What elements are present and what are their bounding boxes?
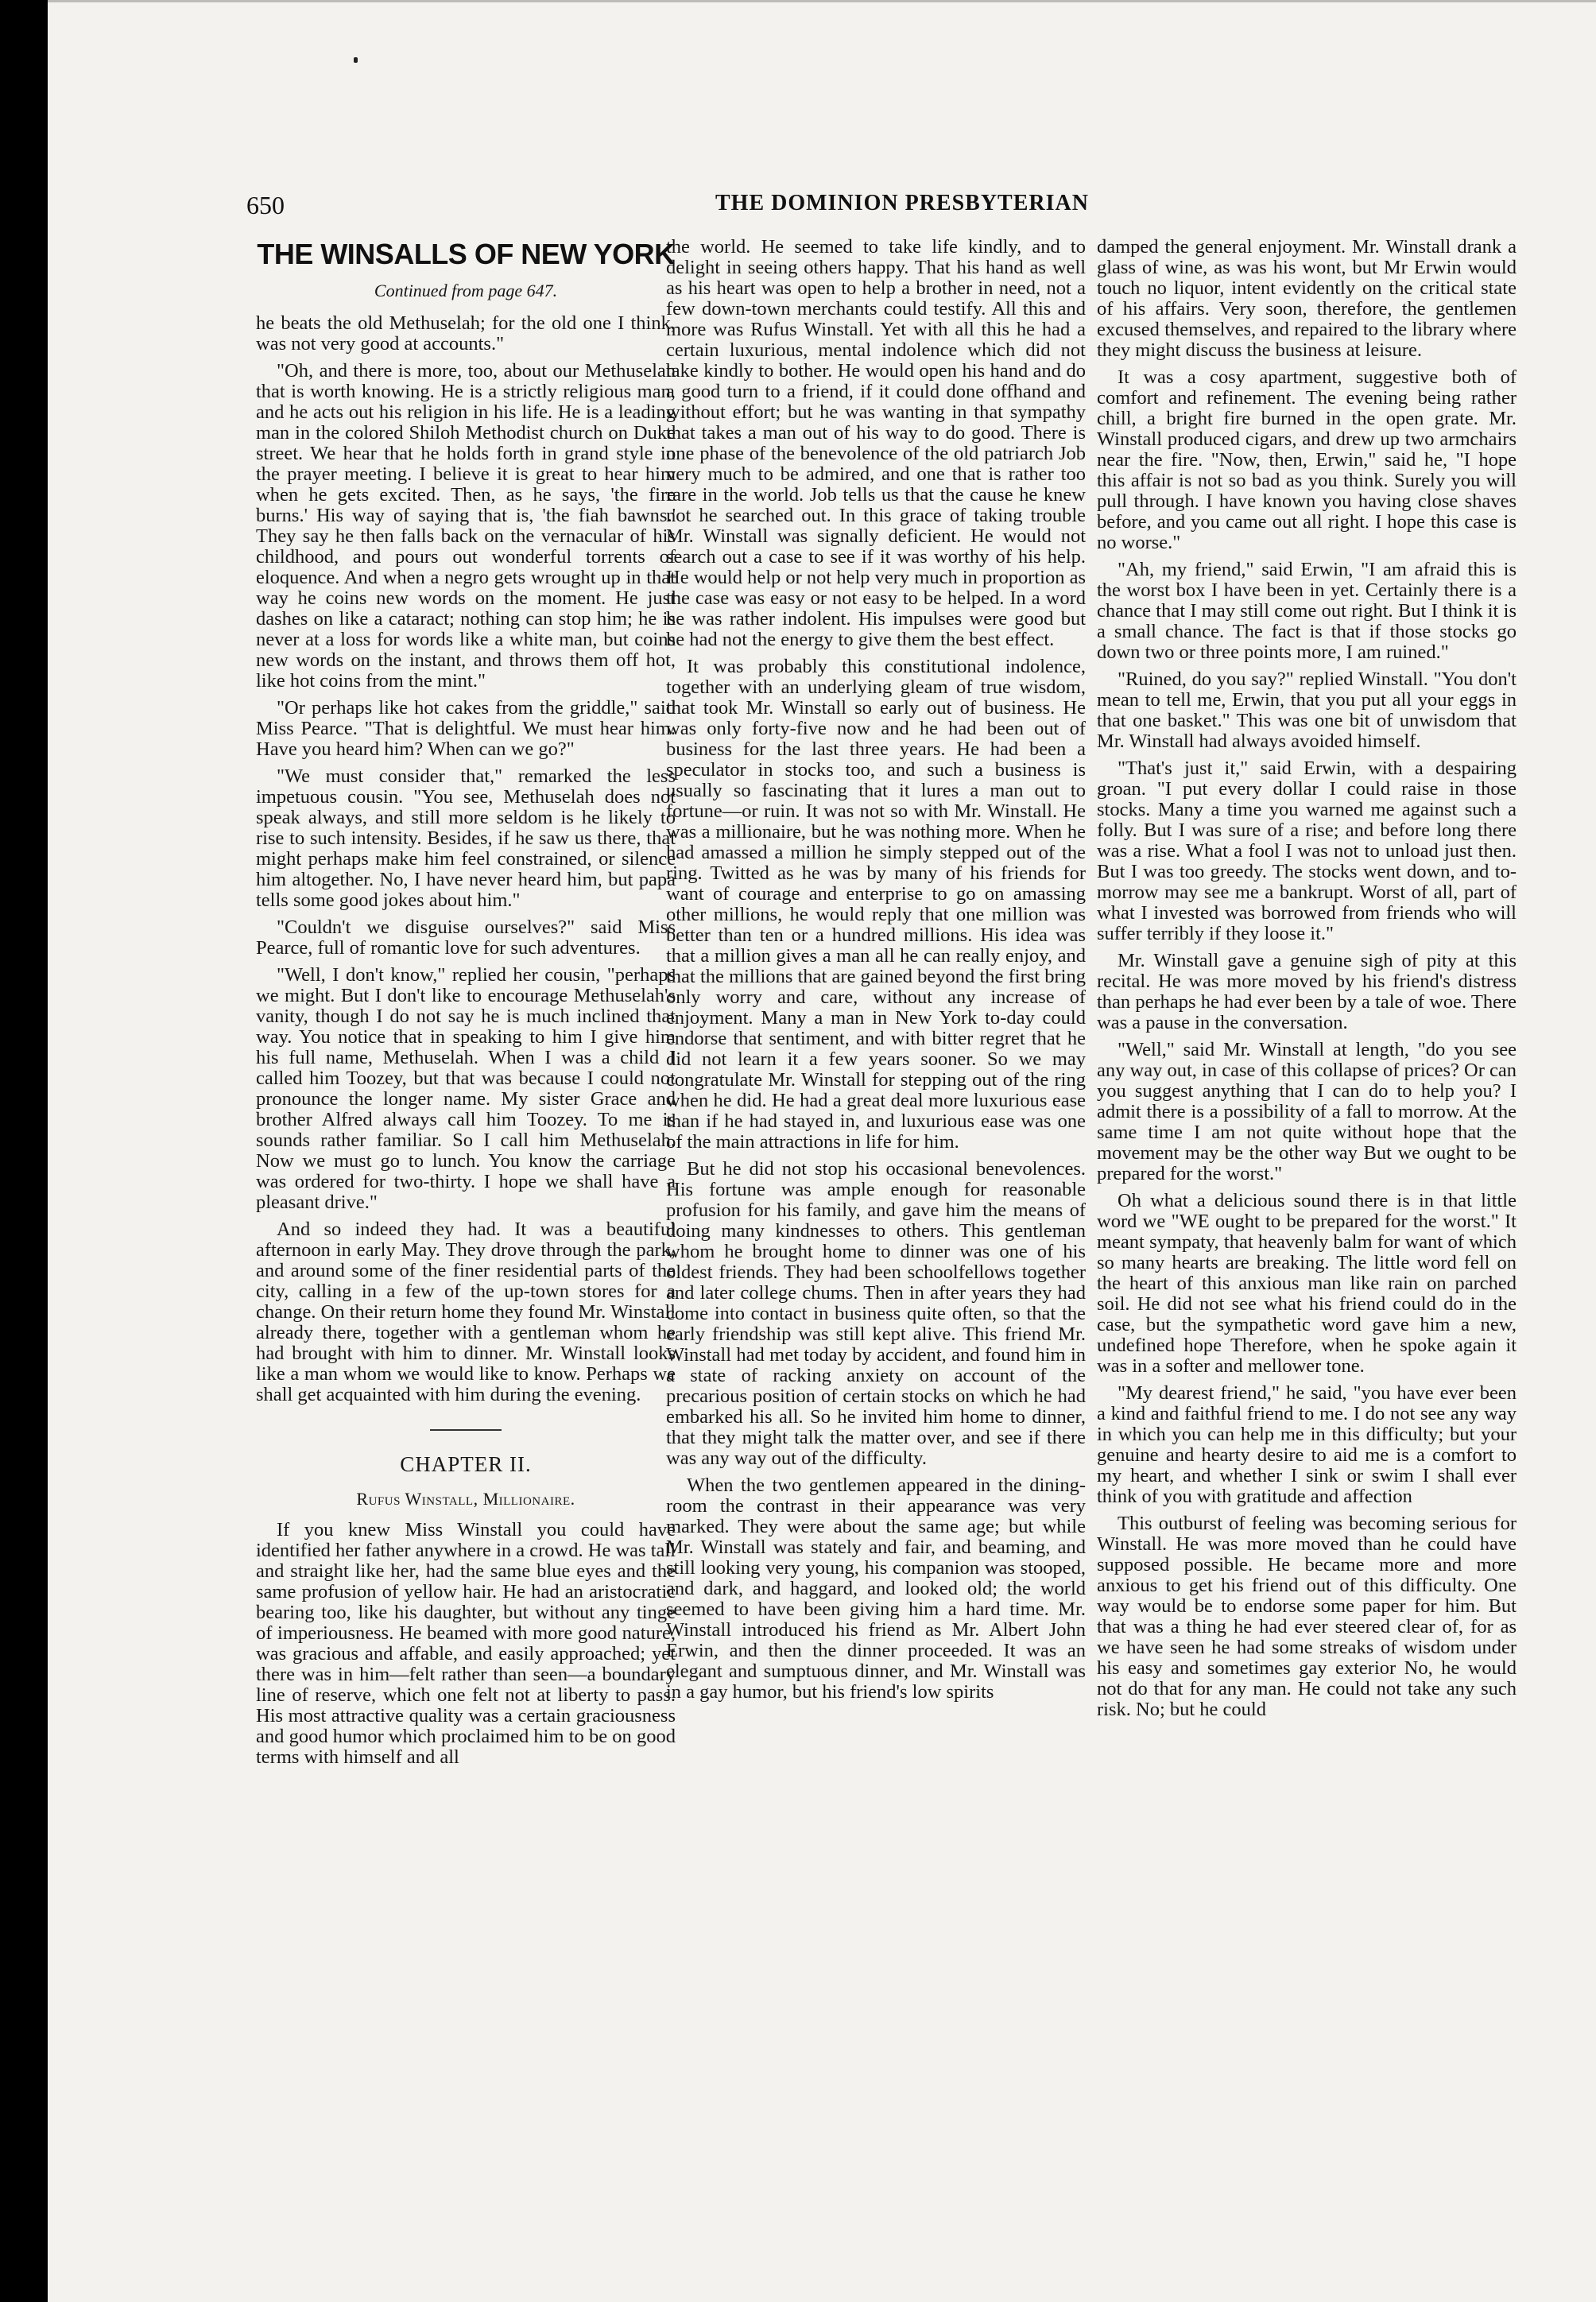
paragraph: It was a cosy apartment, suggestive both of comfort and refinement. The evening being rather chill, a bright fire burned in the open grate. Mr. Winstall produced cigars, and drew up two armchairs near the fire. "Now, then, Erwin," said he, "I hope this affair is not so bad as you think. Surely you will pull through. I have known you having close shaves before, and you came out all right. I hope this case is no worse." — [1097, 366, 1517, 553]
newspaper-page — [48, 0, 1596, 2302]
story-title: THE WINSALLS OF NEW YORK — [257, 238, 675, 270]
paragraph: damped the general enjoyment. Mr. Winstall drank a glass of wine, as was his wont, but Mr Erwin would touch no liquor, intent evidently on the critical state of his affairs. Very soon, therefore, the gentlemen excused themselves, and repaired to the library where they might discuss the business at leisure. — [1097, 237, 1517, 361]
column-1-text-before-chapter — [256, 313, 676, 1405]
ink-speck — [354, 57, 358, 63]
paragraph: "That's just it," said Erwin, with a despairing groan. "I put every dollar I could raise in those stocks. Many a time you warned me against such a folly. But I was sure of a rise; and before long there was a rise. What a fool I was not to unload just then. But I was too greedy. The stocks went down, and to-morrow may see me a bankrupt. Worst of all, part of what I invested was borrowed from friends who will suffer terribly if they loose it." — [1097, 758, 1517, 944]
continued-note: Continued from page 647. — [374, 281, 558, 300]
page-header — [48, 191, 1596, 231]
chapter-subheading: Rufus Winstall, Millionaire. — [356, 1489, 575, 1509]
column-2 — [666, 237, 1086, 2272]
paragraph: he beats the old Methuselah; for the old one I think, was not very good at accounts." — [256, 312, 676, 355]
section-rule — [430, 1429, 502, 1431]
paragraph: "Ruined, do you say?" replied Winstall. "You don't mean to tell me, Erwin, that you put all your eggs in that one basket." This was one bit of unwisdom that Mr. Winstall had always avoided himself. — [1097, 669, 1517, 752]
chapter-heading: CHAPTER II. — [400, 1452, 532, 1476]
column-1-text-after-chapter — [256, 1520, 676, 1768]
paragraph: If you knew Miss Winstall you could have identified her father anywhere in a crowd. He was tall and straight like her, had the same blue eyes and the same profusion of yellow hair. He had an aristocratic bearing too, like his daughter, but without any tinge of imperiousness. He beamed with more good nature, was gracious and affable, and easily approached; yet there was in him—felt rather than seen—a boundary line of reserve, which one felt not at liberty to pass. His most attractive quality was a certain graciousness and good humor which proclaimed him to be on good terms with himself and all — [256, 1519, 676, 1768]
paragraph: But he did not stop his occasional benevolences. His fortune was ample enough for reasonable profusion for his family, and gave him the means of doing many kindnesses to others. This gentleman whom he brought home to dinner was one of his oldest friends. They had been schoolfellows together and later college chums. Then in after years they had come into contact in business quite often, so that the early friendship was still kept alive. This friend Mr. Winstall had met today by accident, and found him in a state of racking anxiety on account of the precarious position of certain stocks on which he had embarked his all. So he invited him home to dinner, that they might talk the matter over, and see if there was any way out of the difficulty. — [666, 1158, 1086, 1469]
paragraph: It was probably this constitutional indolence, together with an underlying gleam of true wisdom, that took Mr. Winstall so early out of business. He was only forty-five now and he had been out of business for the last three years. He had been a speculator in stocks too, and such a business is usually so fascinating that it lures a man out to fortune—or ruin. It was not so with Mr. Winstall. He was a millionaire, but he was nothing more. When he had amassed a million he simply stepped out of the ring. Twitted as he was by many of his friends for want of courage and enterprise to go on amassing other millions, he would reply that one million was better than ten or a hundred millions. His idea was that a million gives a man all he can really enjoy, and that the millions that are gained beyond the first bring only worry and care, without any increase of enjoyment. Many a man in New York to-day could endorse that sentiment, and with bitter regret that he did not learn it a few years sooner. So we may congratulate Mr. Winstall for stepping out of the ring when he did. He had a great deal more luxurious ease than if he had stayed in, and luxurious ease was one of the main attractions in life for him. — [666, 656, 1086, 1153]
column-3 — [1097, 237, 1517, 2272]
paragraph: Mr. Winstall gave a genuine sigh of pity at this recital. He was more moved by his friend's distress than perhaps he had ever been by a tale of woe. There was a pause in the conversation. — [1097, 950, 1517, 1033]
running-head: THE DOMINION PRESBYTERIAN — [715, 191, 1089, 215]
paragraph: "We must consider that," remarked the less impetuous cousin. "You see, Methuselah does not speak always, and still more seldom is he likely to rise to such intensity. Besides, if he saw us there, that might perhaps make him feel constrained, or silence him altogether. No, I have never heard him, but papa tells some good jokes about him." — [256, 765, 676, 911]
column-1 — [256, 237, 676, 2272]
paragraph: "Oh, and there is more, too, about our Methuselah that is worth knowing. He is a strictly religious man, and he acts out his religion in his life. He is a leading man in the colored Shiloh Methodist church on Duke street. We hear that he holds forth in grand style in the prayer meeting. I believe it is great to hear him when he gets excited. Then, as he says, 'the fire burns.' His way of saying that is, 'the fiah bawns.' They say he then falls back on the vernacular of his childhood, and pours out wonderful torrents of eloquence. And when a negro gets wrought up in that way he coins new words on the moment. He just dashes on like a cataract; nothing can stop him; he is never at a loss for words like a white man, but coins new words on the instant, and throws them off hot, like hot coins from the mint." — [256, 360, 676, 692]
paragraph: "Or perhaps like hot cakes from the griddle," said Miss Pearce. "That is delightful. We must hear him. Have you heard him? When can we go?" — [256, 697, 676, 760]
paragraph: This outburst of feeling was becoming serious for Winstall. He was more moved than he could have supposed possible. He became more and more anxious to get his friend out of this difficulty. One way would be to endorse some paper for him. But that was a thing he had ever steered clear of, for as we have seen he had some streaks of wisdom under his easy and sometimes gay exterior No, he would not do that for any man. He could not take any such risk. No; but he could — [1097, 1513, 1517, 1720]
paragraph: "Ah, my friend," said Erwin, "I am afraid this is the worst box I have been in yet. Certainly there is a chance that I may still come out right. But I think it is a small chance. The fact is that if those stocks go down two or three points more, I am ruined." — [1097, 559, 1517, 663]
paragraph: When the two gentlemen appeared in the dining-room the contrast in their appearance was very marked. They were about the same age; but while Mr. Winstall was stately and fair, and beaming, and still looking very young, his companion was stooped, and dark, and haggard, and looked old; the world seemed to have been giving him a hard time. Mr. Winstall introduced his friend as Mr. Albert John Erwin, and then the dinner proceeded. It was an elegant and sumptuous dinner, and Mr. Winstall was in a gay humor, but his friend's low spirits — [666, 1475, 1086, 1703]
paragraph: "Well, I don't know," replied her cousin, "perhaps we might. But I don't like to encourage Methuselah's vanity, though I do not say he is much inclined that way. You notice that in speaking to him I give him his full name, Methuselah. When I was a child I called him Toozey, but that was because I could not pronounce the longer name. My sister Grace and brother Alfred always call him Toozey. To me is sounds rather familiar. So I call him Methuselah. Now we must go to lunch. You know the carriage was ordered for two-thirty. I hope we shall have a pleasant drive." — [256, 964, 676, 1213]
paragraph: "Couldn't we disguise ourselves?" said Miss Pearce, full of romantic love for such adventures. — [256, 917, 676, 959]
paragraph: And so indeed they had. It was a beautiful afternoon in early May. They drove through the park, and around some of the finer residential parts of the city, calling in a few of the up-town stores for a change. On their return home they found Mr. Winstall already there, together with a gentleman whom he had brought with him to dinner. Mr. Winstall looks like a man whom we would like to know. Perhaps we shall get acquainted with him during the evening. — [256, 1219, 676, 1405]
paragraph: the world. He seemed to take life kindly, and to delight in seeing others happy. That his hand as well as his heart was open to help a brother in need, not a few down-town merchants could testify. All this and more was Rufus Winstall. Yet with all this he had a certain luxurious, mental indolence which did not take kindly to bother. He would open his hand and do a good turn to a friend, if it could done offhand and without effort; but he was wanting in that sympathy that takes a man out of his way to do good. There is one phase of the benevolence of the old patriarch Job very much to be admired, and one that is rather too rare in the world. Job tells us that the cause he knew not he searched out. In this grace of taking trouble Mr. Winstall was signally deficient. He would not search out a case to see if it was worthy of his help. He would help or not help very much in proportion as the case was easy or not easy to be helped. In a word he was rather indolent. His impulses were good but he had not the energy to give them the best effect. — [666, 237, 1086, 650]
paragraph: Oh what a delicious sound there is in that little word we "WE ought to be prepared for the worst." It meant sympaty, that heavenly balm for want of which so many hearts are breaking. The little word fell on the heart of this anxious man like rain on parched soil. He did not see what his friend could do in the case, but the sympathetic word gave him a new, undefined hope Therefore, when he spoke again it was in a softer and mellower tone. — [1097, 1190, 1517, 1377]
paragraph: "My dearest friend," he said, "you have ever been a kind and faithful friend to me. I do not see any way in which you can help me in this difficulty; but your genuine and hearty desire to aid me is a comfort to my heart, and whether I sink or swim I shall ever think of you with gratitude and affection — [1097, 1382, 1517, 1507]
page-number: 650 — [246, 191, 285, 219]
paragraph: "Well," said Mr. Winstall at length, "do you see any way out, in case of this collapse of prices? Or can you suggest anything that I can do to help you? I admit there is a possibility of a fall to morrow. At the same time I am not quite without hope that the movement may be the other way But we ought to be prepared for the worst." — [1097, 1039, 1517, 1184]
